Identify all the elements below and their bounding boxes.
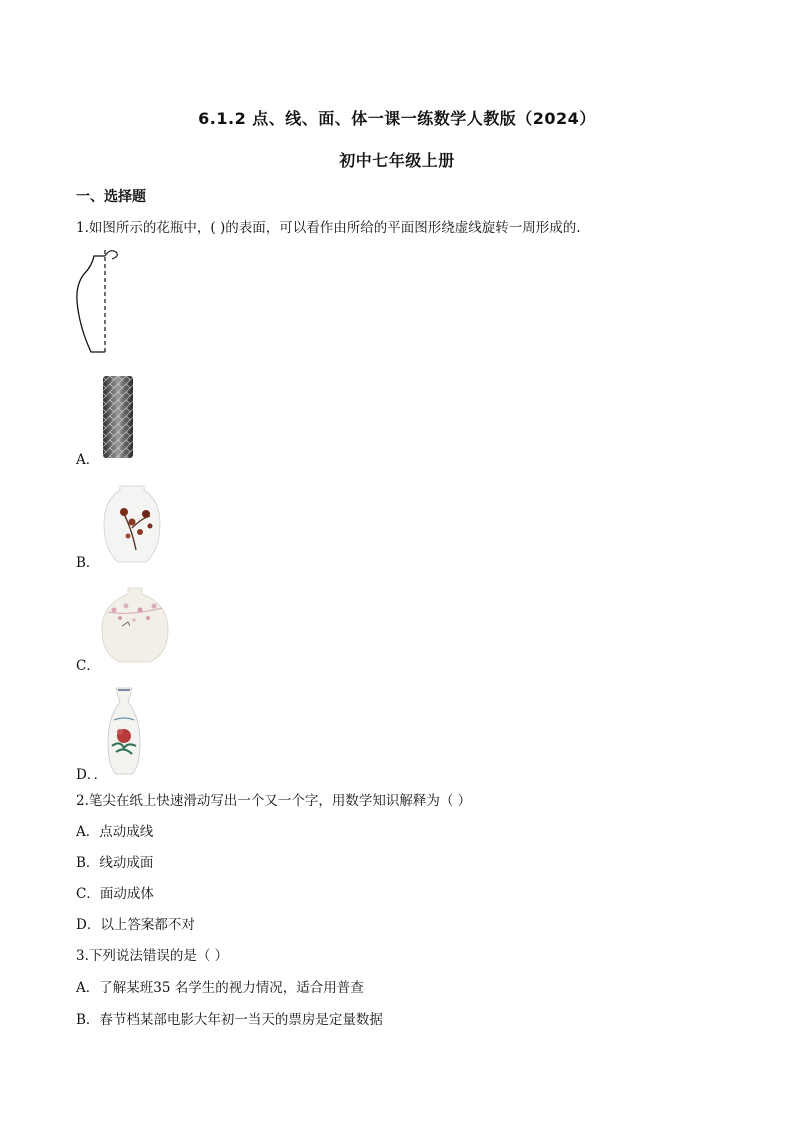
page-subtitle: 初中七年级上册: [339, 151, 455, 170]
rotation-arrow: [96, 251, 117, 259]
page-title: 6.1.2 点、线、面、体一课一练数学人教版（2024）: [198, 109, 596, 128]
question-3-stem: 3.下列说法错误的是（ ）: [76, 948, 229, 964]
question-2-option-b: B．线动成面: [76, 855, 154, 871]
option-b-flower-vase-image: [102, 484, 162, 564]
half-vase-outline: [77, 256, 105, 352]
option-c-round-blossom-vase-image: [100, 586, 170, 664]
question-1-stem: 1.如图所示的花瓶中，( )的表面，可以看作由所给的平面图形绕虚线旋转一周形成的.: [76, 220, 581, 236]
question-3-option-b: B．春节档某部电影大年初一当天的票房是定量数据: [76, 1012, 383, 1028]
option-c-label: C．: [76, 658, 100, 674]
option-a-cylindrical-vase-image: [100, 374, 136, 460]
section-heading: 一、选择题: [76, 189, 146, 205]
question-3-option-a: A．了解某班35 名学生的视力情况，适合用普查: [76, 980, 364, 996]
plane-figure-diagram: [74, 246, 124, 358]
question-2-option-c: C．面动成体: [76, 886, 154, 902]
option-d-label: D．．: [76, 767, 108, 783]
question-2-stem: 2.笔尖在纸上快速滑动写出一个又一个字，用数学知识解释为（ ）: [76, 793, 472, 809]
option-b-label: B．: [76, 555, 100, 571]
option-a-label: A．: [76, 452, 100, 468]
question-2-option-d: D．以上答案都不对: [76, 917, 195, 933]
question-2-option-a: A．点动成线: [76, 824, 154, 840]
option-d-tall-peony-vase-image: [106, 686, 142, 778]
